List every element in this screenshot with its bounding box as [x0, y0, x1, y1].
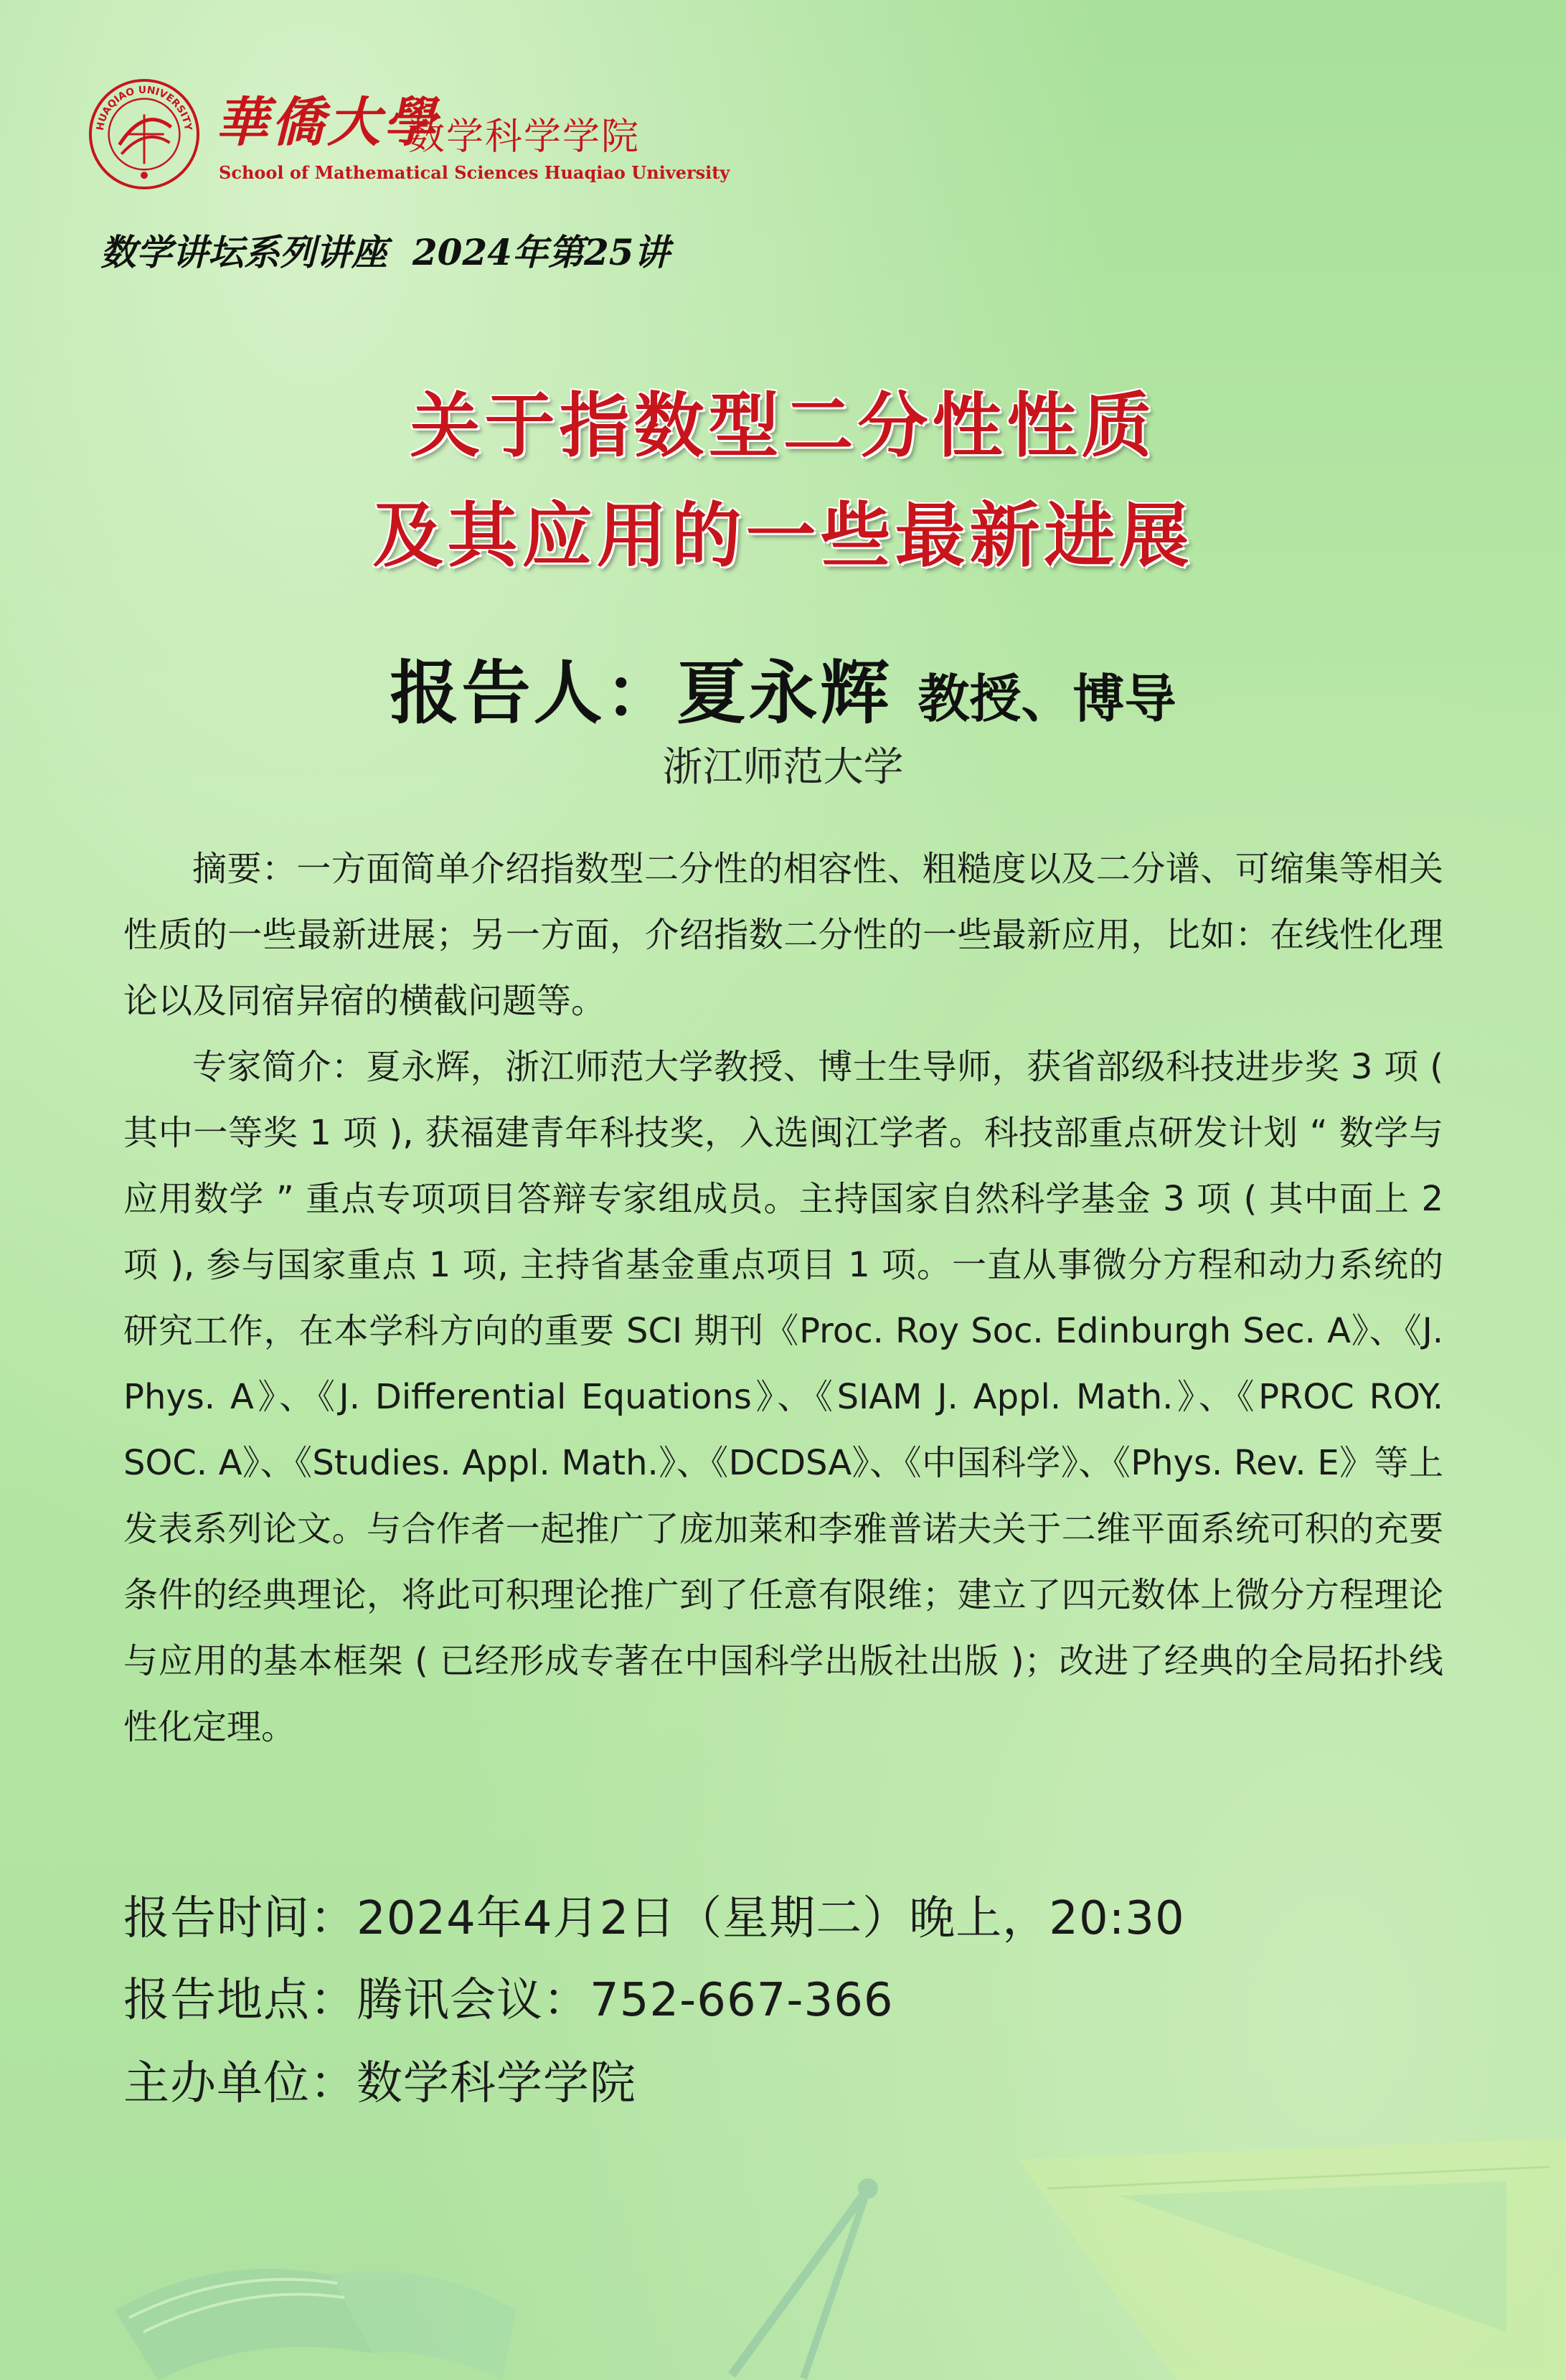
abstract-paragraph: 摘要：一方面简单介绍指数型二分性的相容性、粗糙度以及二分谱、可缩集等相关性质的一些最新进展；另一方面，介绍指数二分性的一些最新应用，比如：在线性化理论以及同宿异宿的横截问题等。	[123, 849, 1443, 1021]
open-book-icon	[115, 2269, 517, 2380]
seal-text: HUAQIAO UNIVERSITY	[94, 84, 194, 132]
background-decoration	[0, 2095, 1566, 2380]
compass-icon	[732, 2178, 878, 2379]
organizer: 主办单位：数学科学学院	[123, 2057, 636, 2110]
speaker-affiliation: 浙江师范大学	[662, 744, 904, 791]
bio-paragraph: 专家简介：夏永辉，浙江师范大学教授、博士生导师，获省部级科技进步奖 3 项 ( 其中一等奖 1 项 ), 获福建青年科技奖，入选闽江学者。科技部重点研发计划 “ 数学与应用数学 ” 重点专项项目答辩专家组成员。主持国家自然科学基金 3 项 ( 其中面上 2 项 ), 参与国家重点 1 项, 主持省基金重点项目 1 项。一直从事微分方程和动力系统的研究工作，在本学科方向的重要 SCI 期刊《Proc. Roy Soc. Edinburgh Sec. A》、《J. Phys. A》、《J. Differential Equations》、《SIAM J. Appl. Math.》、《PROC ROY. SOC. A》、《Studies. Appl. Math.》、《DCDSA》、《中国科学》、《Phys. Rev. E》等上发表系列论文。与合作者一起推广了庞加莱和李雅普诺夫关于二维平面系统可积的充要条件的经典理论，将此可积理论推广到了任意有限维；建立了四元数体上微分方程理论与应用的基本框架 ( 已经形成专著在中国科学出版社出版 )；改进了经典的全局拓扑线性化定理。	[123, 1047, 1443, 1747]
university-name: 華僑大學	[215, 92, 439, 154]
school-name: 数学科学学院	[407, 116, 641, 159]
speaker-label: 报告人：	[390, 653, 677, 733]
lecture-title-line-2: 及其应用的一些最新进展	[372, 495, 1194, 577]
lecture-title-line-1: 关于指数型二分性性质	[410, 385, 1156, 467]
university-seal-logo	[88, 77, 201, 191]
report-location: 报告地点：腾讯会议：752-667-366	[123, 1974, 894, 2027]
school-name-english: School of Mathematical Sciences Huaqiao University	[219, 162, 730, 183]
speaker-line	[0, 639, 1566, 737]
lecture-series: 数学讲坛系列讲座 2024年第25讲	[100, 231, 670, 273]
body-text	[123, 836, 1443, 1760]
speaker-name: 夏永辉	[676, 653, 892, 733]
triangle-ruler-icon	[1019, 2138, 1566, 2380]
report-time: 报告时间：2024年4月2日（星期二）晚上，20:30	[123, 1892, 1185, 1945]
speaker-title: 教授、博导	[918, 669, 1176, 729]
